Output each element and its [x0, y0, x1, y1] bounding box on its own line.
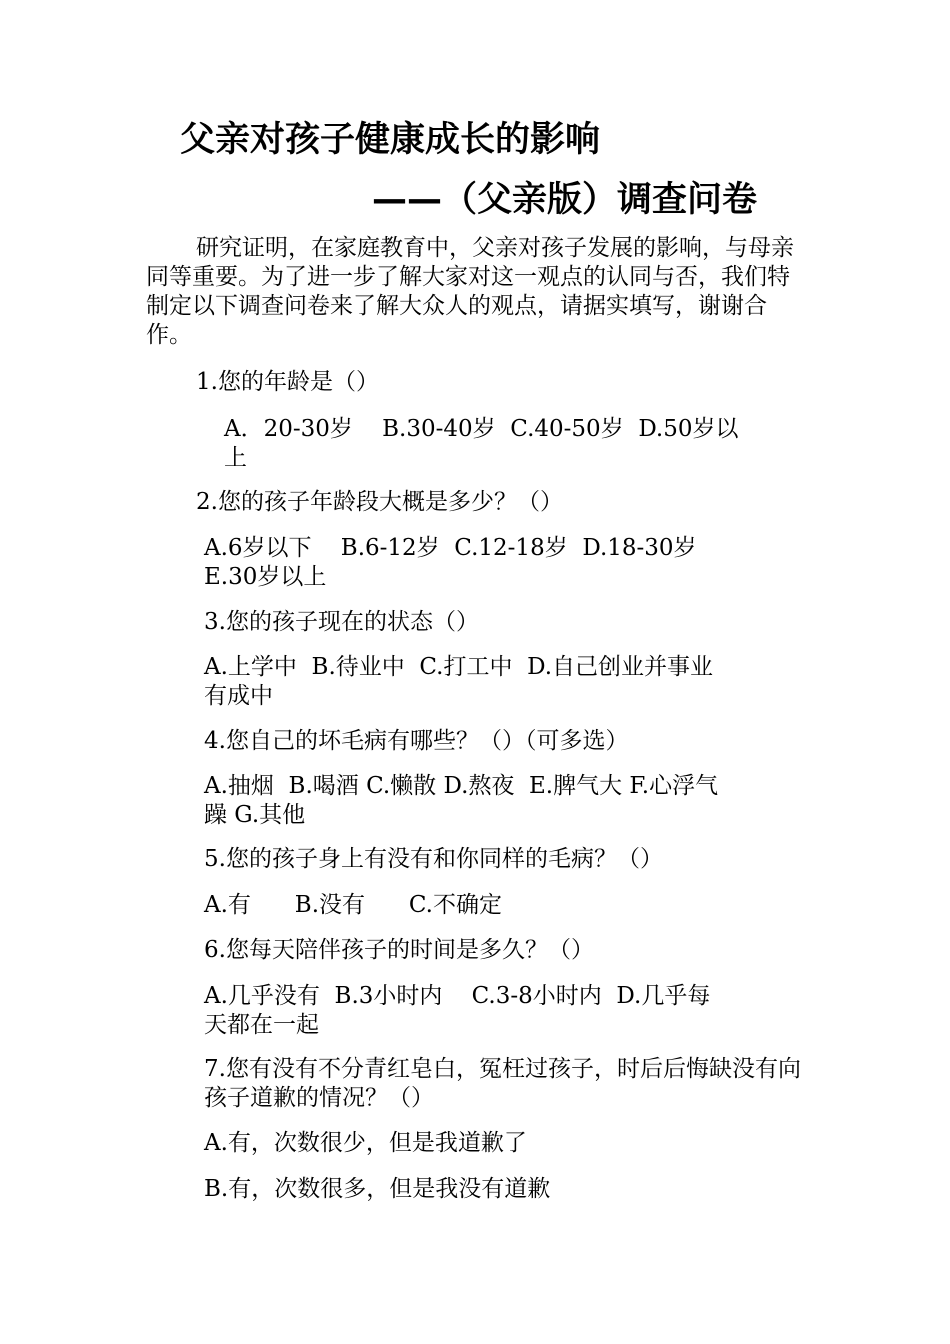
intro-paragraph: 研究证明，在家庭教育中，父亲对孩子发展的影响，与母亲同等重要。为了进一步了解大家对这一观点的认同与否，我们特制定以下调查问卷来了解大众人的观点，请据实填写，谢谢合作。 — [146, 235, 794, 348]
question-6-options-line-2: 天都在一起 — [204, 1012, 319, 1038]
question-3-options-line-1: A.上学中 B.待业中 C.打工中 D.自己创业并事业 — [204, 654, 714, 680]
question-2-options-line-2: E.30岁以上 — [204, 564, 327, 590]
question-1-options-line-1: A．20-30岁 B.30-40岁 C.40-50岁 D.50岁以 — [224, 416, 739, 442]
question-7: 7.您有没有不分青红皂白，冤枉过孩子，时后后悔缺没有向孩子道歉的情况？（） — [204, 1056, 801, 1111]
question-7-option-b: B.有，次数很多，但是我没有道歉 — [204, 1176, 551, 1202]
question-5-options: A.有 B.没有 C.不确定 — [204, 892, 502, 918]
question-2: 2.您的孩子年龄段大概是多少？（） — [196, 489, 563, 515]
question-6-options-line-1: A.几乎没有 B.3小时内 C.3-8小时内 D.几乎每 — [204, 983, 711, 1009]
question-3: 3.您的孩子现在的状态（） — [204, 609, 479, 635]
question-7-option-a: A.有，次数很少，但是我道歉了 — [204, 1130, 527, 1156]
question-6: 6.您每天陪伴孩子的时间是多久？（） — [204, 937, 594, 963]
document-subtitle: ——（父亲版）调查问卷 — [372, 180, 758, 220]
question-4: 4.您自己的坏毛病有哪些？（）（可多选） — [204, 728, 629, 754]
question-4-options-line-1: A.抽烟 B.喝酒 C.懒散 D.熬夜 E.脾气大 F.心浮气 — [204, 773, 719, 799]
question-2-options-line-1: A.6岁以下 B.6-12岁 C.12-18岁 D.18-30岁 — [204, 535, 697, 561]
question-1: 1.您的年龄是（） — [196, 369, 379, 395]
document-title: 父亲对孩子健康成长的影响 — [180, 120, 601, 160]
question-4-options-line-2: 躁 G.其他 — [204, 802, 306, 828]
question-5: 5.您的孩子身上有没有和你同样的毛病？（） — [204, 846, 663, 872]
question-1-options-line-2: 上 — [224, 445, 247, 471]
question-3-options-line-2: 有成中 — [204, 683, 273, 709]
